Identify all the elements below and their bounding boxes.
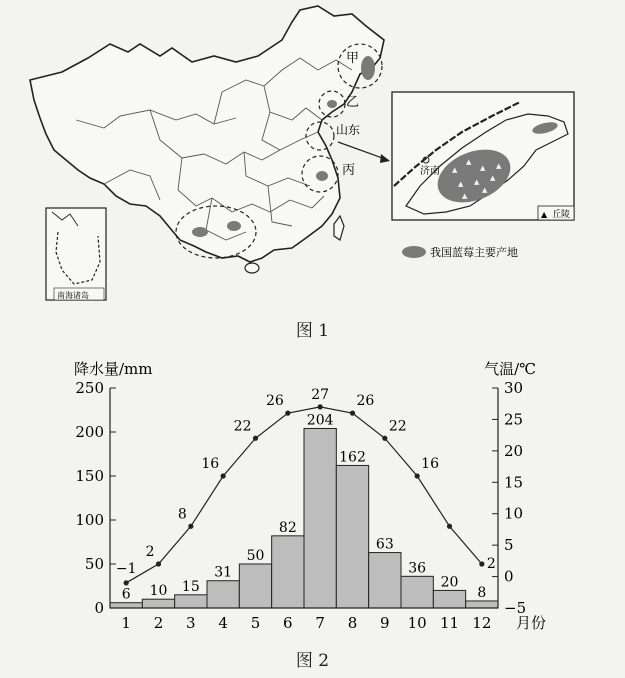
x-tick-label: 12 — [472, 614, 492, 632]
inset-arrowhead — [380, 154, 390, 163]
region-southwest-area-1 — [192, 227, 208, 237]
precip-value-label: 10 — [149, 583, 168, 600]
label-south-sea: 南海诸岛 — [57, 291, 89, 300]
temperature-value-label: −1 — [115, 560, 137, 577]
right-tick-label: 10 — [504, 504, 524, 523]
x-tick-label: 11 — [439, 614, 460, 632]
right-tick-label: −5 — [504, 599, 527, 617]
precip-bar — [304, 428, 336, 608]
china-map-figure — [0, 0, 625, 320]
left-tick-label: 0 — [94, 599, 104, 617]
label-hills: 丘陵 — [552, 210, 571, 220]
x-tick-label: 10 — [407, 614, 427, 632]
right-tick-label: 0 — [504, 567, 514, 586]
right-tick-label: 5 — [504, 536, 514, 555]
left-tick-label: 100 — [75, 511, 104, 529]
x-tick-label: 8 — [347, 614, 358, 632]
precip-bar — [175, 595, 207, 608]
climate-chart — [0, 352, 625, 642]
right-axis-title: 气温/℃ — [484, 360, 536, 378]
temperature-point — [124, 580, 129, 585]
temperature-value-label: 16 — [421, 456, 439, 472]
precip-bar — [336, 465, 368, 608]
temperature-point — [221, 473, 226, 478]
precip-bar — [239, 564, 271, 608]
svg-text:▲: ▲ — [490, 174, 496, 182]
legend-production-swatch — [402, 246, 426, 258]
shandong-inset — [392, 92, 574, 220]
precip-value-label: 162 — [339, 449, 366, 466]
marker-bing: 丙 — [342, 163, 356, 178]
region-southwest-area-2 — [227, 221, 241, 231]
temperature-point — [253, 436, 258, 441]
temperature-point — [479, 561, 484, 566]
x-tick-label: 7 — [315, 614, 325, 632]
temperature-point — [350, 411, 355, 416]
figure2-caption: 图 2 — [295, 651, 330, 671]
svg-text:▲: ▲ — [466, 158, 472, 166]
x-tick-label: 2 — [153, 614, 164, 632]
hainan — [245, 263, 259, 273]
precip-value-label: 82 — [278, 519, 297, 536]
precip-value-label: 20 — [440, 574, 459, 591]
right-tick-label: 25 — [504, 410, 524, 429]
temperature-value-label: 2 — [486, 556, 496, 572]
inset-arrow — [338, 142, 388, 160]
precip-bar — [142, 599, 174, 608]
temperature-point — [156, 561, 161, 566]
left-tick-label: 200 — [75, 423, 104, 441]
temperature-value-label: 16 — [201, 456, 220, 472]
precip-value-label: 63 — [375, 536, 394, 553]
temperature-value-label: 8 — [177, 506, 187, 523]
precip-value-label: 6 — [121, 586, 131, 603]
x-tick-label: 9 — [380, 614, 390, 632]
x-tick-label: 1 — [121, 614, 131, 632]
temperature-value-label: 26 — [266, 393, 284, 410]
temperature-value-label: 2 — [145, 544, 155, 560]
temperature-point — [415, 473, 420, 478]
figure1-caption: 图 1 — [295, 321, 330, 341]
x-tick-label: 5 — [250, 614, 261, 632]
temperature-point — [188, 524, 193, 529]
precip-bar — [110, 603, 142, 608]
left-tick-label: 150 — [75, 467, 104, 485]
left-tick-label: 250 — [75, 379, 104, 397]
svg-text:▲: ▲ — [474, 178, 480, 186]
right-tick-label: 15 — [504, 473, 524, 492]
x-tick-label: 4 — [218, 614, 228, 632]
x-tick-label: 6 — [283, 614, 293, 632]
temperature-point — [382, 436, 387, 441]
legend-production-label: 我国蓝莓主要产地 — [430, 246, 518, 259]
south-sea-inset — [46, 208, 106, 300]
svg-text:▲: ▲ — [480, 164, 486, 172]
temperature-value-label: 27 — [311, 386, 330, 403]
left-tick-label: 50 — [84, 555, 104, 573]
precip-bar — [369, 553, 401, 608]
temperature-point — [318, 404, 323, 409]
region-yi-area — [327, 100, 337, 108]
precip-value-label: 36 — [408, 560, 427, 577]
right-tick-label: 30 — [504, 379, 524, 397]
marker-yi: 乙 — [346, 95, 360, 110]
precip-bar — [207, 581, 239, 608]
precip-value-label: 15 — [181, 578, 200, 595]
inset-legend-hill — [538, 206, 574, 220]
label-shandong: 山东 — [336, 123, 361, 137]
svg-text:▲: ▲ — [462, 192, 468, 200]
precip-value-label: 204 — [306, 412, 334, 429]
marker-jia: 甲 — [346, 51, 360, 66]
temperature-value-label: 26 — [356, 393, 375, 410]
right-tick-label: 20 — [504, 441, 524, 460]
precip-value-label: 50 — [246, 548, 265, 564]
region-bing-area — [316, 171, 328, 181]
precip-bar — [466, 601, 498, 608]
x-unit-label: 月份 — [516, 614, 547, 632]
precip-bar — [433, 590, 465, 608]
region-jia-area — [361, 56, 375, 80]
temperature-point — [447, 524, 452, 529]
temperature-point — [285, 411, 290, 416]
precip-value-label: 31 — [214, 564, 233, 581]
precip-bar — [272, 536, 304, 608]
left-axis-title: 降水量/mm — [74, 360, 153, 378]
label-jinan: 济南 — [420, 166, 440, 177]
svg-text:▲: ▲ — [482, 186, 488, 194]
precip-bar — [401, 576, 433, 608]
taiwan — [334, 216, 344, 240]
svg-text:▲: ▲ — [496, 162, 502, 170]
precip-value-label: 8 — [477, 584, 487, 601]
svg-text:▲: ▲ — [541, 210, 548, 219]
svg-text:▲: ▲ — [458, 180, 464, 188]
x-tick-label: 3 — [186, 614, 196, 632]
temperature-value-label: 22 — [388, 418, 407, 435]
svg-text:▲: ▲ — [452, 166, 458, 174]
temperature-value-label: 22 — [233, 418, 252, 435]
